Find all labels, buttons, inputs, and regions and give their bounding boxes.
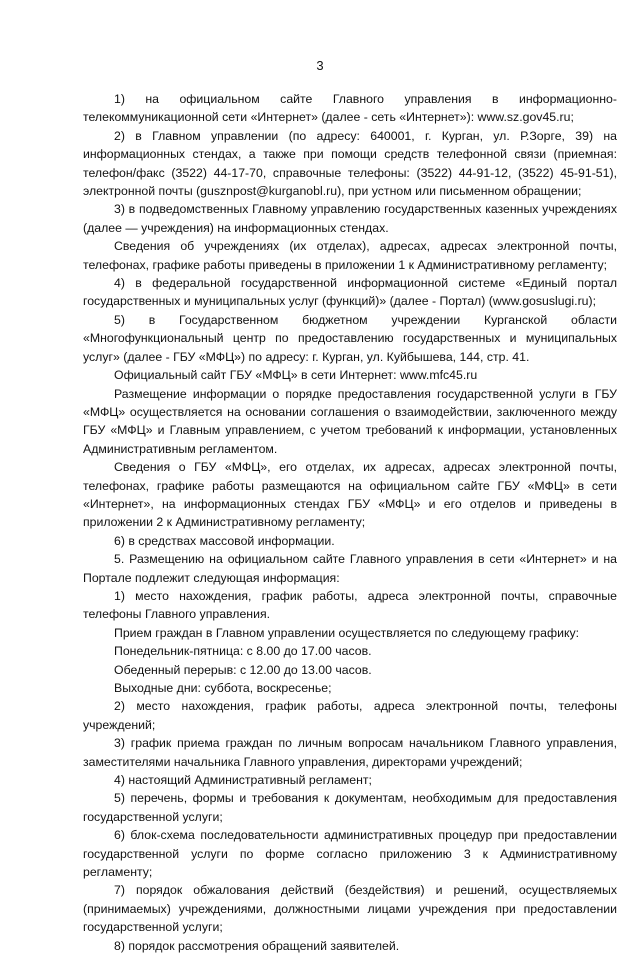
page-number: 3: [316, 58, 324, 73]
paragraph-item-2: 2) в Главном управлении (по адресу: 640001, г. Курган, ул. Р.Зорге, 39) на информационных стендах, а также при помощи средств телефонной связи (приемная: телефон/факс (3522) 44-17-70, справочные телефоны: (3522) 44-91-12, (3522) 45-91-51), электронной почты (gusznpost@kurganobl.ru), при устном или письменном обращении;: [83, 128, 617, 199]
paragraph-sub-1: 1) место нахождения, график работы, адреса электронной почты, справочные телефоны Главного управления.: [83, 588, 617, 622]
paragraph-sub-4: 4) настоящий Административный регламент;: [114, 773, 372, 788]
paragraph-section-5: 5. Размещению на официальном сайте Главного управления в сети «Интернет» и на Портале подлежит следующая информация:: [83, 552, 617, 585]
paragraph-sub-7: 7) порядок обжалования действий (бездействия) и решений, осуществляемых (принимаемых) учреждениями, должностными лицами учреждения при предоставлении государственной услуги;: [83, 883, 617, 935]
paragraph-schedule-lunch: Обеденный перерыв: с 12.00 до 13.00 часов.: [114, 662, 372, 677]
paragraph-schedule-weekend: Выходные дни: суббота, воскресенье;: [114, 681, 332, 695]
paragraph-sub-5: 5) перечень, формы и требования к документам, необходимым для предоставления государственной услуги;: [83, 791, 617, 824]
paragraph-item-3: 3) в подведомственных Главному управлению государственных казенных учреждениях (далее — учреждения) на информационных стендах.: [83, 202, 617, 235]
paragraph-sub-2: 2) место нахождения, график работы, адреса электронной почты, телефоны учреждений;: [83, 699, 617, 732]
paragraph-sub-8: 8) порядок рассмотрения обращений заявителей.: [114, 938, 400, 953]
paragraph-item-5: 5) в Государственном бюджетном учреждении Курганской области «Многофункциональный центр по предоставлению государственных и муниципальных услуг» (далее - ГБУ «МФЦ») по адресу: г. Курган, ул. Куйбышева, 144, стр. 41.: [83, 312, 617, 364]
paragraph-sub-3: 3) график приема граждан по личным вопросам начальником Главного управления, заместителями начальника Главного управления, директорами учреждений;: [83, 736, 617, 769]
paragraph-mfc-placement: Размещение информации о порядке предоставления государственной услуги в ГБУ «МФЦ» осуществляется на основании соглашения о взаимодействии, заключенного между ГБУ «МФЦ» и Главным управлением, с учетом требований к информации, установленных Административным регламентом.: [83, 386, 617, 456]
paragraph-item-6: 6) в средствах массовой информации.: [114, 533, 335, 548]
paragraph-schedule-intro: Прием граждан в Главном управлении осуществляется по следующему графику:: [114, 625, 580, 640]
document-body: [83, 90, 617, 955]
paragraph-schedule-weekdays: Понедельник-пятница: с 8.00 до 17.00 часов.: [114, 644, 372, 659]
paragraph-item-1: 1) на официальном сайте Главного управления в информационно-телекоммуникационной сети «Интернет» (далее - сеть «Интернет»): www.sz.gov45.ru;: [83, 92, 617, 125]
paragraph-institutions-info: Сведения об учреждениях (их отделах), адресах, адресах электронной почты, телефонах, графике работы приведены в приложении 1 к Административному регламенту;: [83, 239, 617, 272]
paragraph-mfc-website: Официальный сайт ГБУ «МФЦ» в сети Интернет: www.mfc45.ru: [114, 368, 478, 383]
paragraph-mfc-info: Сведения о ГБУ «МФЦ», его отделах, их адресах, адресах электронной почты, телефонах, графике работы размещаются на официальном сайте ГБУ «МФЦ» в сети «Интернет», на информационных стендах ГБУ «МФЦ» и его отделов и приведены в приложении 2 к Административному регламенту;: [83, 460, 617, 530]
paragraph-sub-6: 6) блок-схема последовательности административных процедур при предоставлении государственной услуги по форме согласно приложению 3 к Административному регламенту;: [83, 828, 617, 880]
paragraph-item-4: 4) в федеральной государственной информационной системе «Единый портал государственных и муниципальных услуг (функций)» (далее - Портал) (www.gosuslugi.ru);: [83, 276, 617, 309]
